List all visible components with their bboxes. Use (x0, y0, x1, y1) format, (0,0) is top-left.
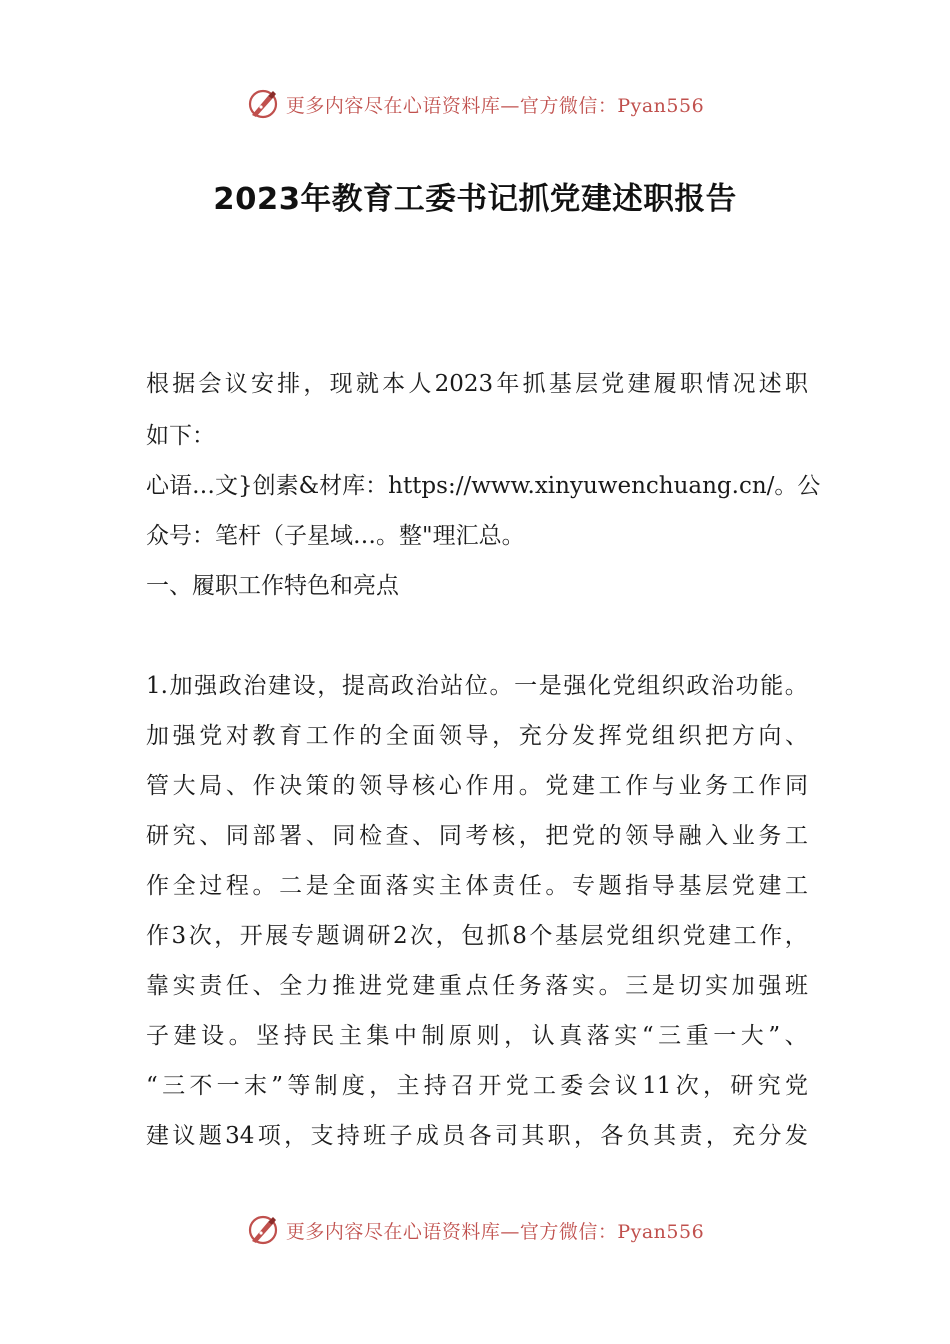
body-line: 靠 实 责 任 、 全 力 推 进 党 建 重 点 任 务 落 实 。 三 是 切 实 加 强 班 (146, 973, 808, 999)
body-line: 子 建 设 。 坚 持 民 主 集 中 制 原 则 ， 认 真 落 实 “ 三 重 一 大 ” 、 (146, 1023, 808, 1049)
body-line: 加 强 党 对 教 育 工 作 的 全 面 领 导 ， 充 分 发 挥 党 组 织 把 方 向 、 (146, 723, 808, 749)
body-line: 1. 加 强 政 治 建 设 ， 提 高 政 治 站 位 。 一 是 强 化 党 组 织 政 治 功 能 。 (146, 673, 808, 699)
body-line: 作 全 过 程 。 二 是 全 面 落 实 主 体 责 任 。 专 题 指 导 基 层 党 建 工 (146, 873, 808, 899)
body-line: 作 3 次 ， 开 展 专 题 调 研 2 次 ， 包 抓 8 个 基 层 党 组 织 党 建 工 作 ， (146, 923, 808, 949)
watermark-text: 更多内容尽在心语资料库—官方微信：Pyan556 (285, 94, 705, 117)
pen-nib-logo-icon (246, 87, 280, 121)
watermark-text: 更多内容尽在心语资料库—官方微信：Pyan556 (285, 1220, 705, 1243)
body-line: 管 大 局 、 作 决 策 的 领 导 核 心 作 用 。 党 建 工 作 与 业 务 工 作 同 (146, 773, 808, 799)
footer-watermark (0, 1210, 950, 1250)
header-watermark (0, 84, 950, 124)
body-line: “ 三 不 一 末 ” 等 制 度 ， 主 持 召 开 党 工 委 会 议 11 次 ， 研 究 党 (146, 1073, 808, 1099)
body-line: 建 议 题 34 项 ， 支 持 班 子 成 员 各 司 其 职 ， 各 负 其 责 ， 充 分 发 (146, 1123, 808, 1149)
body-line: 研 究 、 同 部 署 、 同 检 查 、 同 考 核 ， 把 党 的 领 导 融 入 业 务 工 (146, 823, 808, 849)
body-line: 如下： (146, 423, 215, 449)
document-title: 2023年教育工委书记抓党建述职报告 (213, 182, 737, 217)
body-line: 心 语 … 文 } 创 素 & 材 库 ： https://www.xinyuwenchuang.cn/ 。 公 (146, 473, 821, 499)
body-line: 根 据 会 议 安 排 ， 现 就 本 人 2023 年 抓 基 层 党 建 履 职 情 况 述 职 (146, 371, 808, 397)
section-heading: 一、履职工作特色和亮点 (146, 573, 399, 599)
pen-nib-logo-icon (246, 1213, 280, 1247)
body-line: 众号：笔杆（子星域…。整"理汇总。 (146, 523, 525, 549)
